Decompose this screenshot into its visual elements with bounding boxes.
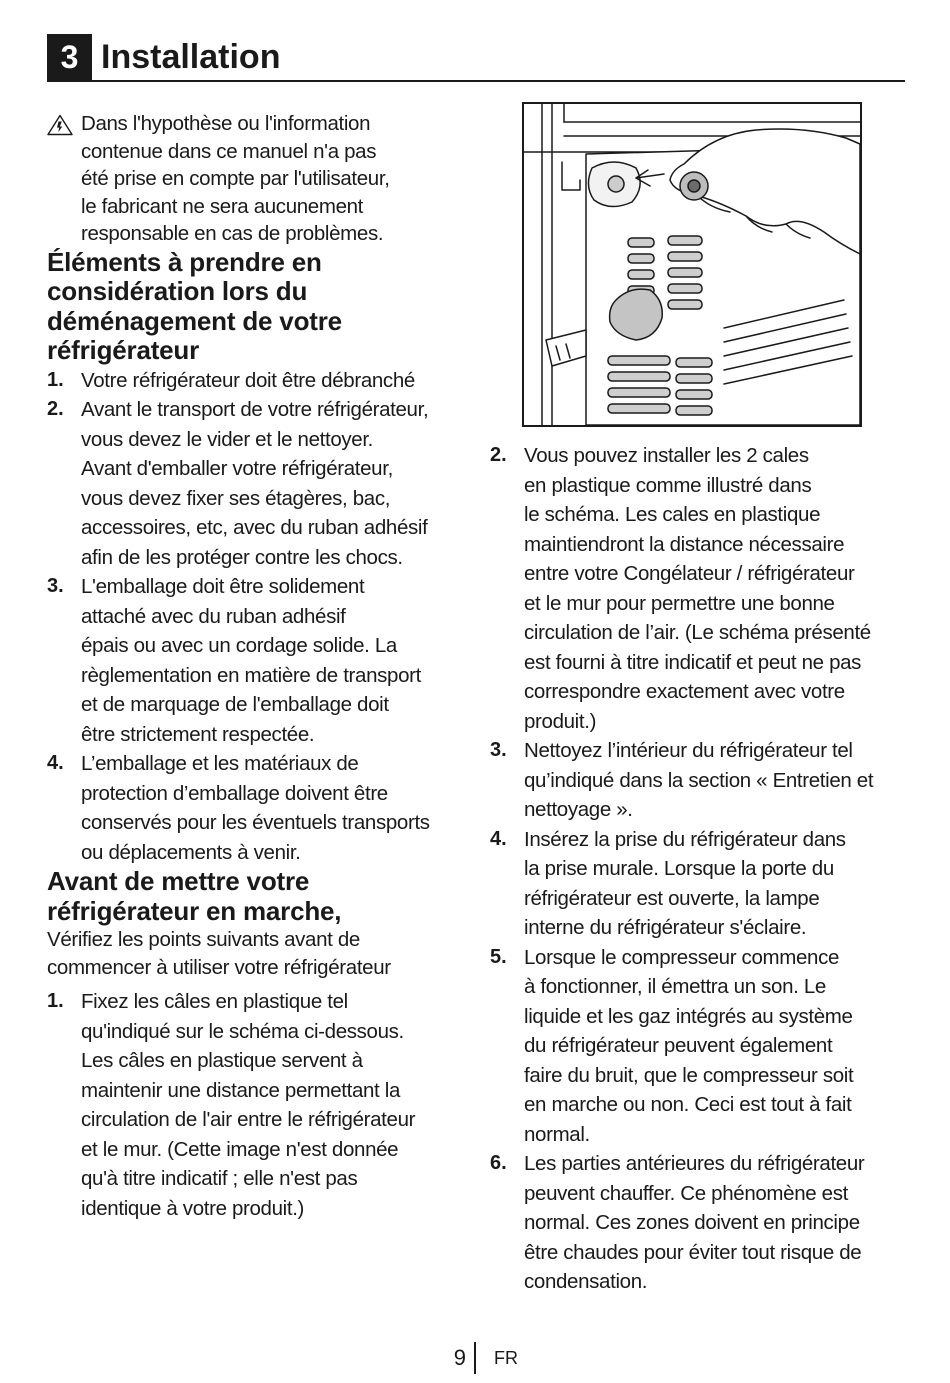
item-line: attaché avec du ruban adhésif — [81, 604, 346, 628]
list-item — [490, 736, 910, 825]
item-line: ou déplacements à venir. — [81, 840, 301, 864]
list-item — [47, 395, 467, 572]
list-item — [47, 572, 467, 749]
hand-installing-spacer-illustration — [524, 104, 860, 425]
chapter-title: Installation — [101, 38, 281, 76]
warning-note — [47, 110, 467, 248]
list-item — [47, 749, 467, 867]
warning-line: le fabricant ne sera aucunement — [81, 194, 364, 218]
warning-line: Dans l'hypothèse ou l'information — [81, 112, 371, 135]
item-number: 5. — [490, 945, 507, 968]
start-steps-list-right — [490, 441, 910, 1297]
section-heading-moving — [47, 248, 467, 366]
language-code: FR — [494, 1348, 518, 1368]
left-column — [47, 110, 467, 1223]
item-line: le schéma. Les cales en plastique — [524, 503, 821, 526]
item-line: épais ou avec un cordage solide. La — [81, 634, 397, 657]
intro-line: Vérifiez les points suivants avant de — [47, 928, 360, 951]
item-line: Avant le transport de votre réfrigérateur, — [81, 398, 429, 421]
item-line: à fonctionner, il émettra un son. Le — [524, 975, 826, 998]
item-number: 3. — [47, 575, 64, 597]
list-item — [490, 825, 910, 943]
item-line: et le mur. (Cette image n'est donnée — [81, 1137, 399, 1161]
item-line: du réfrigérateur peuvent également — [524, 1034, 833, 1057]
item-line: liquide et les gaz intégrés au système — [524, 1004, 853, 1028]
item-line: correspondre exactement avec votre — [524, 680, 845, 703]
item-number: 3. — [490, 739, 507, 761]
item-line: nettoyage ». — [524, 798, 633, 821]
item-number: 2. — [490, 444, 507, 466]
item-line: est fourni à titre indicatif et peut ne pas — [524, 650, 862, 674]
item-line: être strictement respectée. — [81, 722, 315, 746]
item-line: vous devez fixer ses étagères, bac, — [81, 486, 391, 510]
item-line: et le mur pour permettre une bonne — [524, 591, 835, 615]
item-line: L’emballage et les matériaux de — [81, 752, 359, 775]
item-line: Vous pouvez installer les 2 cales — [524, 444, 809, 467]
item-line: Avant d'emballer votre réfrigérateur, — [81, 457, 393, 480]
item-line: protection d’emballage doivent être — [81, 781, 388, 805]
moving-steps-list — [47, 366, 467, 868]
item-line: Fixez les câles en plastique tel — [81, 990, 348, 1013]
heading-line: Éléments à prendre en — [47, 246, 322, 277]
warning-line: responsable en cas de problèmes. — [81, 222, 384, 245]
item-line: qu’indiqué dans la section « Entretien et — [524, 768, 874, 792]
list-item — [47, 987, 467, 1223]
item-number: 2. — [47, 398, 64, 420]
item-number: 1. — [47, 990, 64, 1012]
heading-line: réfrigérateur — [47, 335, 200, 365]
heading-line: considération lors du — [47, 276, 308, 306]
page-number: 9 — [453, 1345, 466, 1370]
item-line: normal. — [524, 1122, 590, 1146]
item-line: afin de les protéger contre les chocs. — [81, 545, 403, 569]
item-line: conservés pour les éventuels transports — [81, 811, 430, 834]
chapter-header — [47, 34, 905, 82]
spacer-installation-illustration — [522, 102, 862, 427]
item-line: entre votre Congélateur / réfrigérateur — [524, 562, 855, 585]
item-line: produit.) — [524, 709, 597, 733]
item-line: et de marquage de l'emballage doit — [81, 693, 389, 716]
list-item — [490, 441, 910, 736]
item-number: 1. — [47, 368, 64, 391]
item-line: L'emballage doit être solidement — [81, 575, 365, 598]
heading-line: réfrigérateur en marche, — [47, 895, 342, 926]
item-line: en plastique comme illustré dans — [524, 473, 812, 497]
item-line: condensation. — [524, 1270, 648, 1293]
item-line: Insérez la prise du réfrigérateur dans — [524, 827, 846, 851]
item-line: qu'indiqué sur le schéma ci-dessous. — [81, 1019, 404, 1043]
item-line: maintenir une distance permettant la — [81, 1078, 401, 1102]
item-line: qu'à titre indicatif ; elle n'est pas — [81, 1167, 358, 1190]
item-line: accessoires, etc, avec du ruban adhésif — [81, 516, 428, 539]
item-number: 4. — [490, 827, 507, 850]
item-line: peuvent chauffer. Ce phénomène est — [524, 1181, 848, 1205]
item-line: faire du bruit, que le compresseur soit — [524, 1063, 854, 1087]
list-item — [490, 1149, 910, 1297]
item-line: circulation de l’air. (Le schéma présenté — [524, 621, 871, 644]
list-item — [490, 943, 910, 1150]
item-line: Nettoyez l’intérieur du réfrigérateur tel — [524, 739, 853, 762]
item-line: Les parties antérieures du réfrigérateur — [524, 1152, 865, 1175]
heading-line: Avant de mettre votre — [47, 866, 310, 896]
chapter-number: 3 — [47, 34, 92, 80]
item-line: identique à votre produit.) — [81, 1196, 305, 1220]
item-line: normal. Ces zones doivent en principe — [524, 1211, 860, 1234]
footer-divider — [474, 1342, 476, 1374]
intro-line: commencer à utiliser votre réfrigérateur — [47, 955, 391, 979]
item-line: réfrigérateur est ouverte, la lampe — [524, 886, 820, 910]
warning-triangle-icon — [47, 114, 73, 136]
heading-line: déménagement de votre — [47, 305, 342, 336]
start-steps-list-left — [47, 987, 467, 1223]
page-footer — [0, 1340, 950, 1376]
item-number: 6. — [490, 1152, 507, 1174]
item-line: règlementation en matière de transport — [81, 663, 421, 687]
section-heading-start — [47, 867, 467, 926]
item-line: interne du réfrigérateur s'éclaire. — [524, 916, 807, 939]
item-number: 4. — [47, 752, 64, 774]
item-line: Votre réfrigérateur doit être débranché — [81, 368, 415, 392]
warning-line: été prise en compte par l'utilisateur, — [81, 167, 390, 190]
right-column — [490, 441, 910, 1297]
item-line: la prise murale. Lorsque la porte du — [524, 857, 834, 880]
item-line: être chaudes pour éviter tout risque de — [524, 1240, 862, 1264]
item-line: vous devez le vider et le nettoyer. — [81, 427, 374, 451]
list-item — [47, 366, 467, 396]
item-line: maintiendront la distance nécessaire — [524, 532, 845, 556]
warning-line: contenue dans ce manuel n'a pas — [81, 139, 377, 163]
item-line: Lorsque le compresseur commence — [524, 945, 840, 969]
item-line: Les câles en plastique servent à — [81, 1049, 363, 1072]
item-line: en marche ou non. Ceci est tout à fait — [524, 1093, 852, 1116]
section-intro — [47, 926, 467, 981]
item-line: circulation de l'air entre le réfrigérateur — [81, 1108, 416, 1131]
